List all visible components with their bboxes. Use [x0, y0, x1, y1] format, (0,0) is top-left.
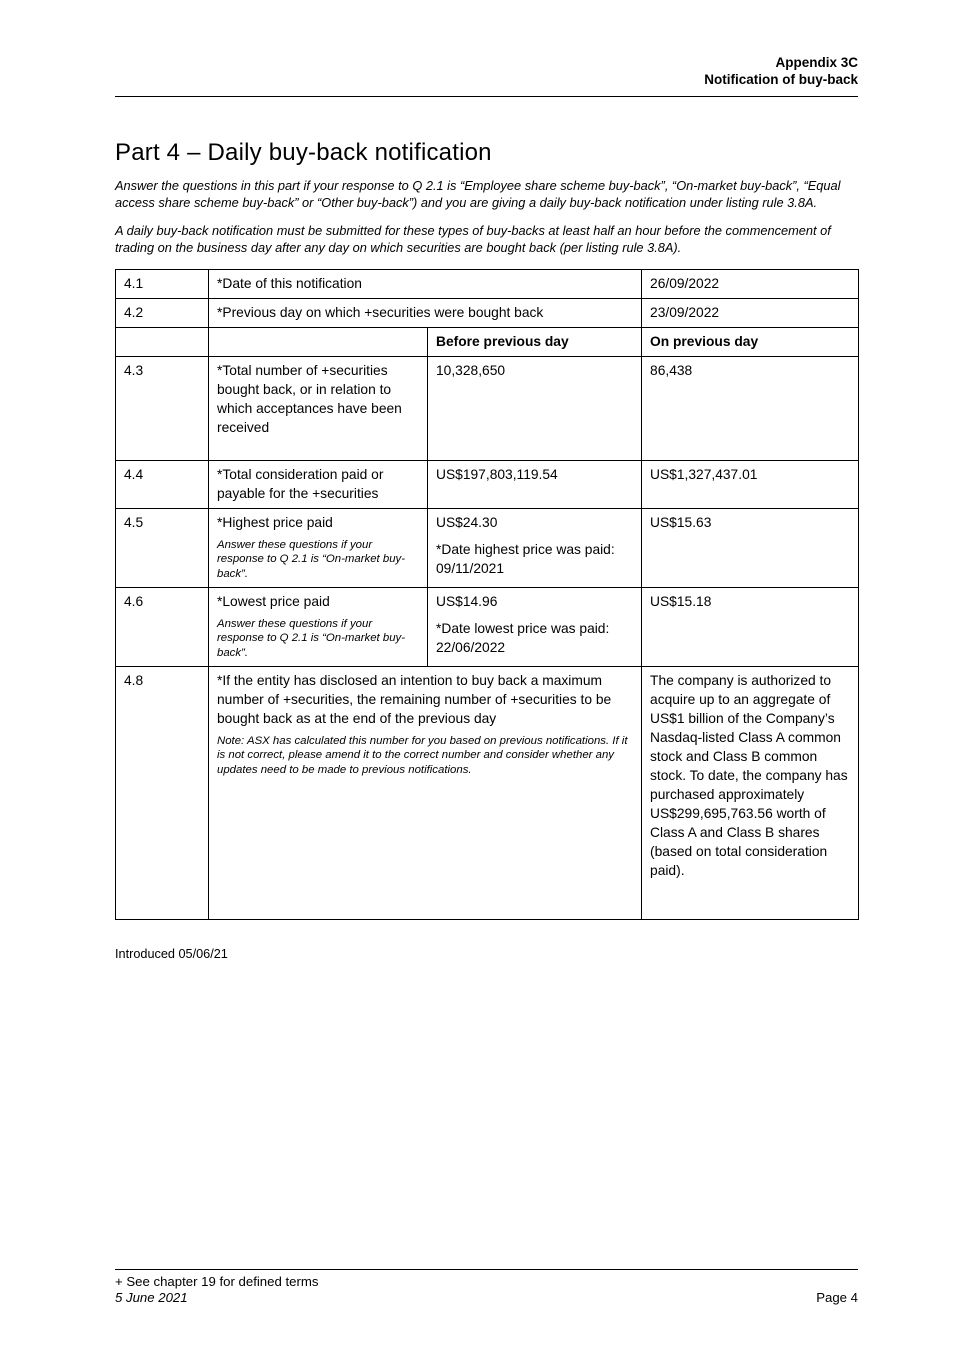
answer-cell: 23/09/2022 — [642, 298, 859, 327]
question-cell: *Date of this notification — [209, 269, 642, 298]
item-number: 4.4 — [116, 460, 209, 508]
question-cell — [209, 587, 428, 666]
question-text: *If the entity has disclosed an intention to buy back a maximum number of +securities, the remaining number of +securities to be bought back as at the end of the previous day — [217, 672, 612, 726]
introduced-note: Introduced 05/06/21 — [115, 946, 228, 961]
table-row-4-6 — [116, 587, 859, 666]
table-row-4-5 — [116, 508, 859, 587]
intro-paragraph-1: Answer the questions in this part if your response to Q 2.1 is “Employee share scheme buy-back”, “On-market buy-back”, “Equal access share scheme buy-back” or “Other buy-back”) and you are giving a daily buy-back notification under listing rule 3.8A. — [115, 178, 841, 210]
page-number: Page 4 — [816, 1290, 858, 1306]
footer-divider — [115, 1269, 858, 1270]
on-value-cell: US$15.63 — [642, 508, 859, 587]
before-price: US$14.96 — [436, 593, 498, 609]
item-number: 4.2 — [116, 298, 209, 327]
question-cell: *Total number of +securities bought back, or in relation to which acceptances have been received — [209, 356, 428, 460]
question-cell: *Total consideration paid or payable for the +securities — [209, 460, 428, 508]
buyback-table — [115, 269, 859, 920]
item-number: 4.3 — [116, 356, 209, 460]
footer-left — [115, 1274, 318, 1306]
table-row-4-3 — [116, 356, 859, 460]
question-cell — [209, 666, 642, 919]
header-divider — [115, 96, 858, 97]
question-note: Answer these questions if your response to Q 2.1 is “On-market buy-back”. — [217, 538, 406, 580]
on-value-cell: US$1,327,437.01 — [642, 460, 859, 508]
column-header-before: Before previous day — [428, 327, 642, 356]
on-value-cell: 86,438 — [642, 356, 859, 460]
answer-cell: The company is authorized to acquire up to an aggregate of US$1 billion of the Company’s Nasdaq-listed Class A common stock and Class B common stock. To date, the company has purchased approximately US$299,695,763.56 worth of Class A and Class B shares (based on total consideration paid). — [642, 666, 859, 919]
empty-cell — [116, 327, 209, 356]
question-note: Note: ASX has calculated this number for you based on previous notifications. If it is not correct, please amend it to the correct number and consider whether any updates need to be made to previous notifications. — [217, 734, 628, 776]
doc-header-appendix: Appendix 3C — [775, 55, 858, 70]
page-footer — [115, 1269, 858, 1306]
question-note: Answer these questions if your response to Q 2.1 is “On-market buy-back”. — [217, 617, 406, 659]
table-row-4-1 — [116, 269, 859, 298]
item-number: 4.6 — [116, 587, 209, 666]
question-text: *Lowest price paid — [217, 593, 330, 609]
item-number: 4.8 — [116, 666, 209, 919]
before-price: US$24.30 — [436, 514, 498, 530]
intro-paragraph-2: A daily buy-back notification must be submitted for these types of buy-backs at least half an hour before the commencement of trading on the business day after any day on which securities are bought back (per listing rule 3.8A). — [115, 223, 831, 255]
question-cell — [209, 508, 428, 587]
page-title: Part 4 – Daily buy-back notification — [115, 138, 492, 166]
before-value-cell: 10,328,650 — [428, 356, 642, 460]
item-number: 4.1 — [116, 269, 209, 298]
table-column-header-row — [116, 327, 859, 356]
empty-cell — [209, 327, 428, 356]
doc-header-subtitle: Notification of buy-back — [704, 72, 858, 88]
table-row-4-8 — [116, 666, 859, 919]
before-value-cell — [428, 587, 642, 666]
question-text: *Highest price paid — [217, 514, 333, 530]
table-row-4-2 — [116, 298, 859, 327]
page-content — [115, 0, 858, 961]
before-price-date: *Date highest price was paid: 09/11/2021 — [436, 541, 615, 576]
before-value-cell — [428, 508, 642, 587]
before-value-cell: US$197,803,119.54 — [428, 460, 642, 508]
defined-terms-note: + See chapter 19 for defined terms — [115, 1274, 319, 1289]
on-value-cell: US$15.18 — [642, 587, 859, 666]
question-cell: *Previous day on which +securities were bought back — [209, 298, 642, 327]
item-number: 4.5 — [116, 508, 209, 587]
before-price-date: *Date lowest price was paid: 22/06/2022 — [436, 620, 610, 655]
table-row-4-4 — [116, 460, 859, 508]
footer-date: 5 June 2021 — [115, 1290, 188, 1306]
answer-cell: 26/09/2022 — [642, 269, 859, 298]
column-header-on: On previous day — [642, 327, 859, 356]
doc-header — [115, 0, 858, 89]
